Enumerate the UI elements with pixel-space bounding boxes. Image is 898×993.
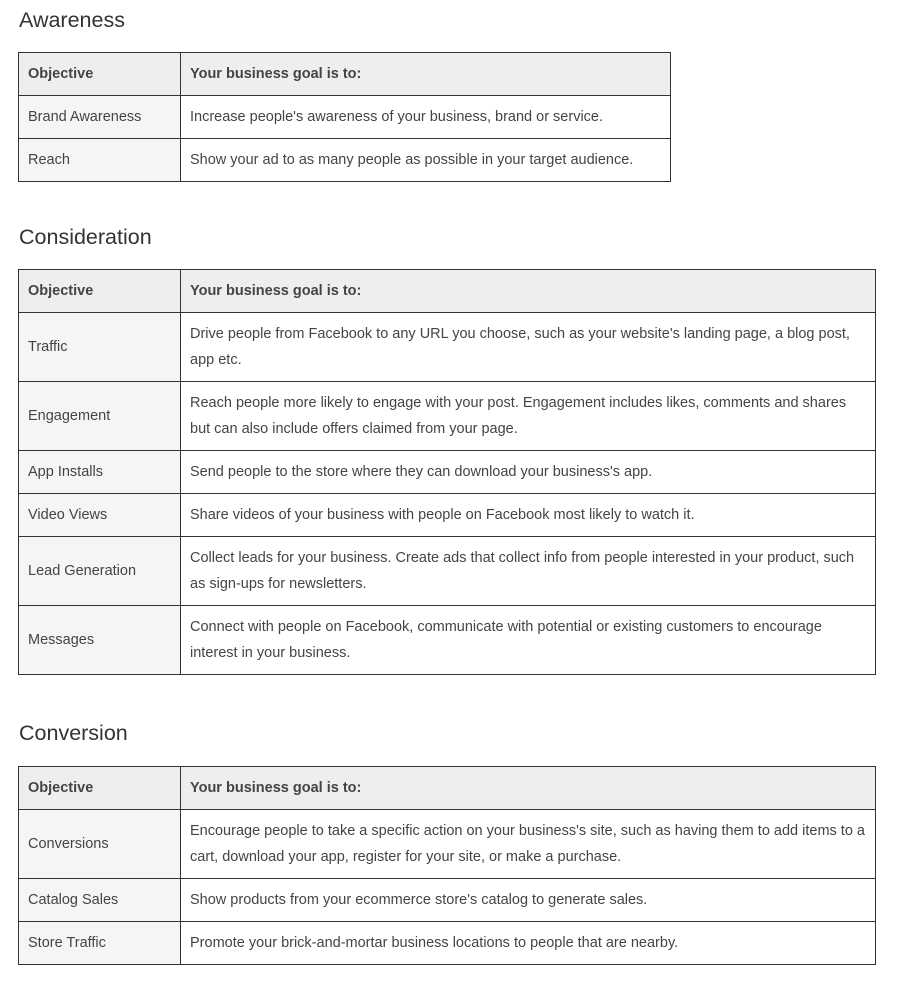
goal-cell: Promote your brick-and-mortar business locations to people that are nearby. xyxy=(181,922,876,965)
goal-cell: Connect with people on Facebook, communicate with potential or existing customers to encourage interest in your business. xyxy=(181,606,876,675)
goal-cell: Show your ad to as many people as possible in your target audience. xyxy=(181,139,671,182)
goal-cell: Send people to the store where they can download your business's app. xyxy=(181,451,876,494)
table-row xyxy=(19,382,876,451)
goal-cell: Encourage people to take a specific action on your business's site, such as having them to add items to a cart, download your app, register for your site, or make a purchase. xyxy=(181,810,876,879)
goal-cell: Show products from your ecommerce store's catalog to generate sales. xyxy=(181,879,876,922)
objectives-table-awareness xyxy=(18,52,671,182)
objective-cell: Brand Awareness xyxy=(19,96,181,139)
table-row xyxy=(19,451,876,494)
table-row xyxy=(19,922,876,965)
table-header-row xyxy=(19,270,876,313)
objective-cell: Reach xyxy=(19,139,181,182)
objective-cell: Store Traffic xyxy=(19,922,181,965)
goal-cell: Share videos of your business with people on Facebook most likely to watch it. xyxy=(181,494,876,537)
table-row xyxy=(19,313,876,382)
table-row xyxy=(19,537,876,606)
table-row xyxy=(19,879,876,922)
goal-cell: Drive people from Facebook to any URL you choose, such as your website's landing page, a blog post, app etc. xyxy=(181,313,876,382)
section-title-consideration: Consideration xyxy=(19,225,152,249)
objective-cell: App Installs xyxy=(19,451,181,494)
objective-cell: Engagement xyxy=(19,382,181,451)
goal-cell: Increase people's awareness of your business, brand or service. xyxy=(181,96,671,139)
objectives-table-conversion xyxy=(18,766,876,965)
objectives-table-consideration xyxy=(18,269,876,675)
header-objective: Objective xyxy=(19,270,181,313)
objective-cell: Video Views xyxy=(19,494,181,537)
objective-cell: Conversions xyxy=(19,810,181,879)
table-row xyxy=(19,96,671,139)
table-row xyxy=(19,606,876,675)
objective-cell: Traffic xyxy=(19,313,181,382)
table-header-row xyxy=(19,53,671,96)
goal-cell: Reach people more likely to engage with your post. Engagement includes likes, comments and shares but can also include offers claimed from your page. xyxy=(181,382,876,451)
objective-cell: Lead Generation xyxy=(19,537,181,606)
header-objective: Objective xyxy=(19,767,181,810)
objective-cell: Messages xyxy=(19,606,181,675)
header-goal: Your business goal is to: xyxy=(181,767,876,810)
goal-cell: Collect leads for your business. Create ads that collect info from people interested in your product, such as sign-ups for newsletters. xyxy=(181,537,876,606)
section-title-conversion: Conversion xyxy=(19,721,128,745)
section-title-awareness: Awareness xyxy=(19,8,125,32)
header-objective: Objective xyxy=(19,53,181,96)
table-row xyxy=(19,139,671,182)
header-goal: Your business goal is to: xyxy=(181,270,876,313)
table-header-row xyxy=(19,767,876,810)
header-goal: Your business goal is to: xyxy=(181,53,671,96)
objective-cell: Catalog Sales xyxy=(19,879,181,922)
table-row xyxy=(19,810,876,879)
table-row xyxy=(19,494,876,537)
